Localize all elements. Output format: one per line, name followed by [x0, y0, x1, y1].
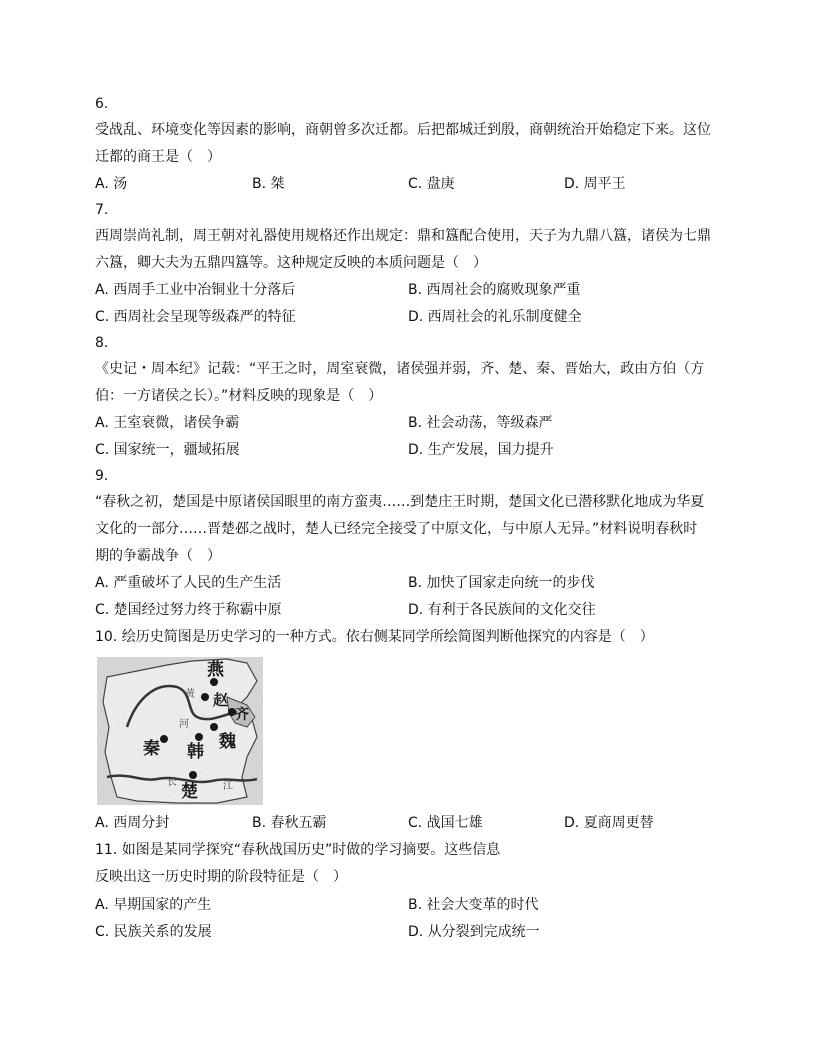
question-6-option-a: A. 汤	[95, 176, 128, 192]
question-8-option-d: D. 生产发展，国力提升	[408, 442, 554, 458]
question-11-option-d: D. 从分裂到完成统一	[408, 924, 540, 940]
question-11-option-a: A. 早期国家的产生	[95, 897, 212, 913]
question-6-number: 6.	[95, 96, 109, 112]
question-11-stem-line-2: 反映出这一历史时期的阶段特征是（ ）	[95, 869, 347, 885]
question-11-option-c: C. 民族关系的发展	[95, 924, 212, 940]
question-8-number: 8.	[95, 335, 109, 351]
question-6-option-b: B. 桀	[252, 176, 285, 192]
question-7-option-a: A. 西周手工业中冶铜业十分落后	[95, 282, 296, 298]
question-9-number: 9.	[95, 468, 109, 484]
map-sketch	[97, 657, 263, 805]
question-8-option-c: C. 国家统一，疆域拓展	[95, 442, 240, 458]
question-8-option-a: A. 王室衰微，诸侯争霸	[95, 415, 240, 431]
question-11-stem-line-1: 11. 如图是某同学探究“春秋战国历史”时做的学习摘要。这些信息	[95, 842, 501, 858]
question-6-option-c: C. 盘庚	[408, 176, 455, 192]
question-9-option-c: C. 楚国经过努力终于称霸中原	[95, 602, 282, 618]
question-9-option-b: B. 加快了国家走向统一的步伐	[408, 575, 595, 591]
question-7-stem-line-2: 六簋，卿大夫为五鼎四簋等。这种规定反映的本质问题是（ ）	[95, 255, 487, 271]
question-8-stem-line-2: 伯：一方诸侯之长）。”材料反映的现象是（ ）	[95, 388, 383, 404]
map-grain-overlay	[97, 657, 263, 805]
question-9-stem-line-3: 期的争霸战争（ ）	[95, 548, 221, 564]
question-7-option-c: C. 西周社会呈现等级森严的特征	[95, 309, 296, 325]
question-10-option-c: C. 战国七雄	[408, 815, 483, 831]
question-6-stem-line-1: 受战乱、环境变化等因素的影响，商朝曾多次迁都。后把都城迁到殷，商朝统治开始稳定下来。这位	[95, 122, 711, 138]
question-10-option-b: B. 春秋五霸	[252, 815, 327, 831]
question-9-stem-line-2: 文化的一部分……晋楚邲之战时，楚人已经完全接受了中原文化，与中原人无异。”材料说明春秋时	[95, 521, 698, 537]
question-9-option-a: A. 严重破坏了人民的生产生活	[95, 575, 282, 591]
question-10-option-a: A. 西周分封	[95, 815, 170, 831]
question-9-stem-line-1: “春秋之初，楚国是中原诸侯国眼里的南方蛮夷……到楚庄王时期，楚国文化已潜移默化地成为华夏	[95, 494, 705, 510]
question-11-option-b: B. 社会大变革的时代	[408, 897, 539, 913]
question-10-option-d: D. 夏商周更替	[564, 815, 654, 831]
question-7-option-b: B. 西周社会的腐败现象严重	[408, 282, 581, 298]
question-7-number: 7.	[95, 202, 109, 218]
question-8-option-b: B. 社会动荡，等级森严	[408, 415, 553, 431]
question-6-stem-line-2: 迁都的商王是（ ）	[95, 149, 221, 165]
question-7-option-d: D. 西周社会的礼乐制度健全	[408, 309, 582, 325]
question-8-stem-line-1: 《史记・周本纪》记载：“平王之时，周室衰微，诸侯强并弱，齐、楚、秦、晋始大，政由方伯（方	[95, 361, 705, 377]
question-7-stem-line-1: 西周崇尚礼制，周王朝对礼器使用规格还作出规定：鼎和簋配合使用，天子为九鼎八簋，诸侯为七鼎	[95, 228, 711, 244]
question-6-option-d: D. 周平王	[564, 176, 626, 192]
question-9-option-d: D. 有利于各民族间的文化交往	[408, 602, 596, 618]
question-10-stem: 10. 绘历史简图是历史学习的一种方式。依右侧某同学所绘简图判断他探究的内容是（ ）	[95, 629, 654, 645]
warring-states-map	[97, 657, 263, 805]
